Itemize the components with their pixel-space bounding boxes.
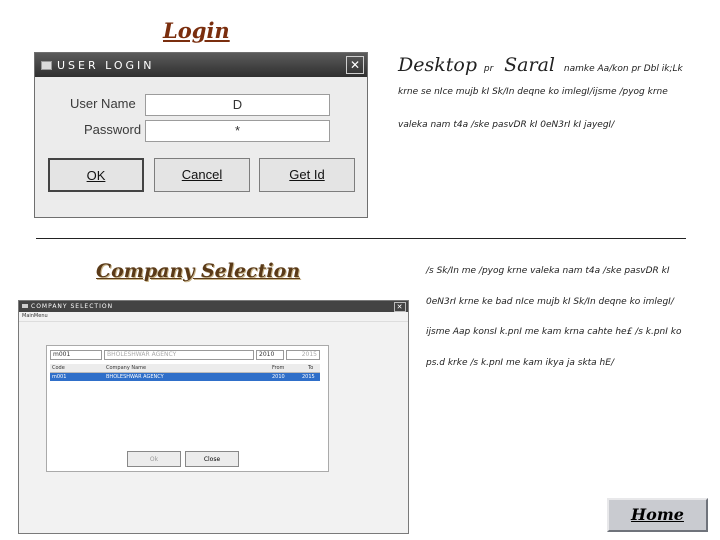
ok-button[interactable]: OK [48, 158, 144, 192]
close-icon[interactable]: ✕ [346, 56, 364, 74]
home-button[interactable] [607, 498, 708, 532]
login-dialog-title: USER LOGIN [57, 59, 155, 72]
company-description-line3: ijsme Aap konsI k.pnI me kam krna cahte he£ /s k.pnI ko [426, 327, 682, 337]
login-titlebar [35, 53, 367, 77]
close-button[interactable]: Close [185, 451, 239, 467]
password-label: Password [84, 122, 142, 137]
home-label: Home [631, 505, 684, 524]
window-menu-icon[interactable] [22, 304, 28, 308]
column-code[interactable]: Code [52, 365, 65, 371]
login-description [398, 54, 698, 153]
row-from: 2010 [272, 374, 285, 380]
user-name-label: User Name [70, 96, 136, 111]
company-description-line2: 0eN3rI krne ke bad nIce mujb kI Sk/In deqne ko imlegI/ [426, 296, 674, 307]
company-titlebar [19, 301, 408, 312]
cancel-button[interactable]: Cancel [154, 158, 250, 192]
user-login-dialog [34, 52, 368, 218]
word-desktop: Desktop [398, 54, 477, 76]
column-from[interactable]: From [272, 365, 285, 371]
company-code-field[interactable]: m001 [50, 350, 102, 360]
company-description [426, 266, 716, 388]
description-line2: krne se nIce mujb kI Sk/In deqne ko imlegI/ijsme /pyog krne [398, 87, 668, 97]
word-pr: pr [483, 64, 494, 74]
column-company-name[interactable]: Company Name [106, 365, 147, 371]
password-input[interactable]: * [145, 120, 330, 142]
description-line3: valeka nam t4a /ske pasvDR kI 0eN3rI kI jayegI/ [398, 120, 615, 130]
section-divider [36, 238, 686, 239]
row-company-name: BHOLESHWAR AGENCY [106, 374, 164, 380]
close-icon[interactable]: ✕ [394, 302, 406, 312]
company-name-field: BHOLESHWAR AGENCY [104, 350, 254, 360]
company-description-line4: ps.d krke /s k.pnI me kam ikya ja skta hE/ [426, 357, 614, 368]
year-to-field: 2015 [286, 350, 320, 360]
window-menu-icon[interactable] [41, 61, 52, 70]
user-name-input[interactable]: D [145, 94, 330, 116]
row-code: m001 [52, 374, 67, 380]
company-description-line1: /s Sk/In me /pyog krne valeka nam t4a /ske pasvDR kI [426, 266, 670, 276]
get-id-button[interactable]: Get Id [259, 158, 355, 192]
company-grid-header [50, 364, 320, 373]
company-window-title: COMPANY SELECTION [31, 303, 114, 310]
word-saral: Saral [504, 54, 555, 76]
column-to[interactable]: To [308, 365, 314, 371]
main-menu[interactable]: MainMenu [19, 312, 408, 322]
company-selection-window [18, 300, 409, 534]
login-heading: Login [163, 18, 230, 43]
company-selection-heading: Company Selection [96, 260, 301, 282]
table-row[interactable] [50, 373, 320, 381]
description-line1-rest: namke Aa/kon pr Dbl ik;Lk [563, 64, 683, 74]
year-from-field[interactable]: 2010 [256, 350, 284, 360]
ok-button[interactable]: Ok [127, 451, 181, 467]
row-to: 2015 [302, 374, 315, 380]
